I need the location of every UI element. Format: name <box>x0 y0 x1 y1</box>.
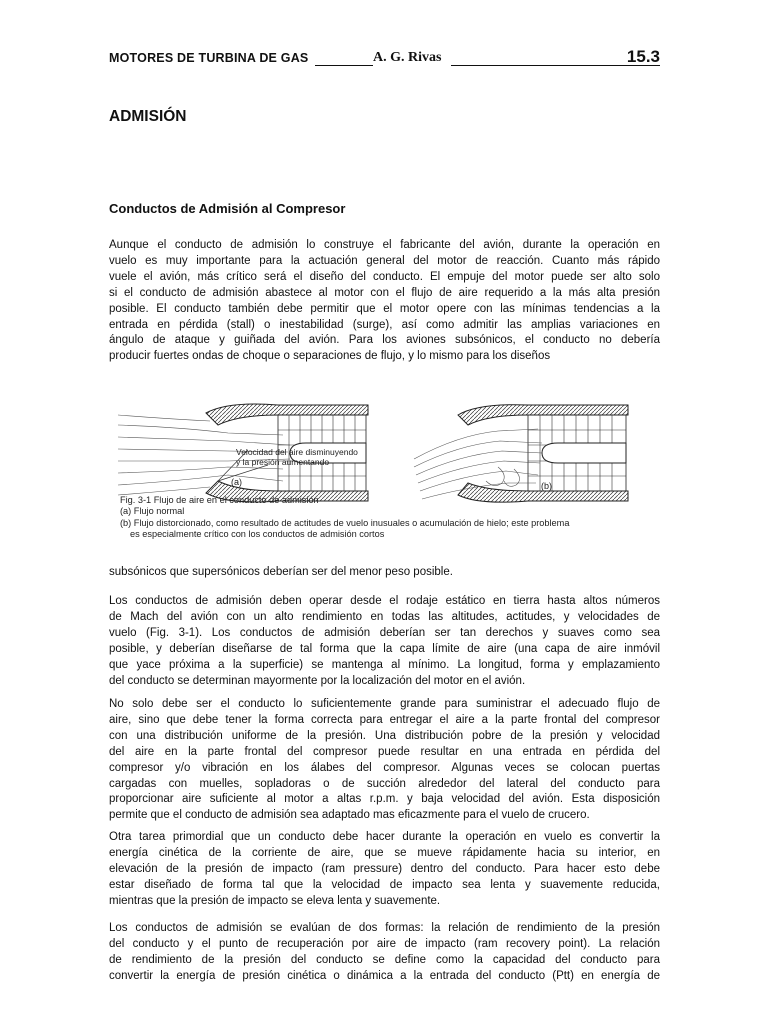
caption-line: Fig. 3-1 Flujo de aire en el conducto de admisión <box>120 495 319 505</box>
text-line: elevación de la presión de impacto (ram pressure) dentro del conducto. Para hacer esto debe <box>109 862 660 875</box>
text-line: del conducto se determinan mayormente por la localización del motor en el avión. <box>109 674 526 687</box>
text-line: que yace próxima a la superficie) se mantenga al mínimo. La longitud, forma y emplazamiento <box>109 658 660 671</box>
section-title: ADMISIÓN <box>109 108 187 125</box>
text-line: Otra tarea primordial que un conducto debe hacer durante la operación en vuelo es convertir la <box>109 831 660 843</box>
text-line: Los conductos de admisión deben operar desde el rodaje estático en tierra hasta altos números <box>109 595 660 607</box>
text-line: No solo debe ser el conducto lo suficientemente grande para suministrar el adecuado flujo de <box>109 698 660 710</box>
figure-caption <box>120 495 569 541</box>
subsection-title: Conductos de Admisión al Compresor <box>109 201 346 216</box>
figure-label-a: (a) <box>231 477 242 487</box>
paragraph-3 <box>109 697 660 824</box>
text-line: estar diseñado de forma tal que la velocidad de impacto sea lenta y suavemente reducida, <box>109 878 660 891</box>
paragraph-2 <box>109 594 660 689</box>
text-line: vuelo (Fig. 3-1). Los conductos de admisión deberían ser tan derechos y suaves como sea <box>109 626 660 639</box>
text-line: producir fuertes ondas de choque o separaciones de flujo, y lo mismo para los diseños <box>109 350 551 363</box>
book-title: MOTORES DE TURBINA DE GAS <box>109 51 309 65</box>
text-line: proporcionar aire suficiente al motor a altas r.p.m. y baja velocidad del avión. Esta disposición <box>109 793 660 806</box>
caption-line: (a) Flujo normal <box>120 506 185 517</box>
caption-line: (b) Flujo distorcionado, como resultado de actitudes de vuelo inusuales o acumulación de hielo; este problema <box>120 517 570 528</box>
page-number: 15.3 <box>626 47 660 66</box>
figure-annotation: Velocidad del aire disminuyendo <box>236 447 358 457</box>
figure-annotation: y la presión aumentando <box>236 457 330 467</box>
text-line: permite que el conducto de admisión sea adaptado mas eficazmente para el vuelo de crucero. <box>109 809 590 822</box>
text-line: mientras que la presión de impacto se eleva lenta y suavemente. <box>109 894 441 907</box>
author-name: A. G. Rivas <box>373 50 442 65</box>
running-header <box>109 48 660 68</box>
text-line: del conducto y el punto de recuperación por aire de impacto (ram recovery point). La relación <box>109 937 660 950</box>
text-line: de rendimiento de la presión del conducto se define como la capacidad del conducto para <box>109 953 660 966</box>
paragraph-1-continued <box>109 565 660 581</box>
text-line: del aire en la parte frontal del compresor puede resultar en una entrada en pérdida del <box>109 745 660 758</box>
text-line: energía cinética de la corriente de aire, que se mueve rápidamente hacia su interior, en <box>109 846 660 859</box>
header-rule <box>315 65 373 66</box>
text-line: Aunque el conducto de admisión lo construye el fabricante del avión, durante la operación en <box>109 239 660 251</box>
text-line: de Mach del avión con un alto rendimiento en todas las altitudes, actitudes, y velocidades de <box>109 610 660 623</box>
figure-label-b: (b) <box>541 481 552 491</box>
text-line: convertir la energía de presión cinética o dinámica a la entrada del conducto (Ptt) en energía de <box>109 969 660 982</box>
text-line: vuele el avión, más crítico será el diseño del conducto. El empuje del motor puede ser alto solo <box>109 270 660 283</box>
paragraph-4 <box>109 830 660 910</box>
paragraph-1 <box>109 238 660 365</box>
paragraph-5 <box>109 921 660 985</box>
text-line: cargadas con muelles, sopladoras o de succión alrededor del lateral del conducto para <box>109 777 660 790</box>
text-line: compresor y/o vibración en los álabes del compresor. Algunas veces se colocan puertas <box>109 761 660 774</box>
text-line: entrada en pérdida (stall) o inestabilidad (surge), así como admitir las amplias variaciones en <box>109 318 660 331</box>
text-line: ángulo de ataque y guiñada del avión. Para los aviones subsónicos, el conducto no debería <box>109 334 660 347</box>
text-line: vuelo es muy importante para la actuación general del motor de reacción. Cuanto más rápido <box>109 254 660 267</box>
text-line: si el conducto de admisión abastece al motor con el flujo de aire requerido a la más alta presión <box>109 286 660 299</box>
text-line: posible. El conducto también debe permitir que el motor opere con las mínimas tendencias a la <box>109 302 660 315</box>
text-line: posible, y deberían diseñarse de tal forma que la capa límite de aire (una capa de aire inmóvil <box>109 642 660 655</box>
caption-line: es especialmente crítico con los conductos de admisión cortos <box>130 529 385 540</box>
duct-diagram-distorted <box>414 405 628 502</box>
text-line: aire, sino que debe tener la forma correcta para entregar el aire a la parte frontal del compresor <box>109 713 660 726</box>
text-line: subsónicos que supersónicos deberían ser del menor peso posible. <box>109 566 453 578</box>
text-line: Los conductos de admisión se evalúan de dos formas: la relación de rendimiento de la presión <box>109 922 660 934</box>
text-line: con una distribución uniforme de la presión. Una distribución pobre de la presión y velocidad <box>109 729 660 742</box>
